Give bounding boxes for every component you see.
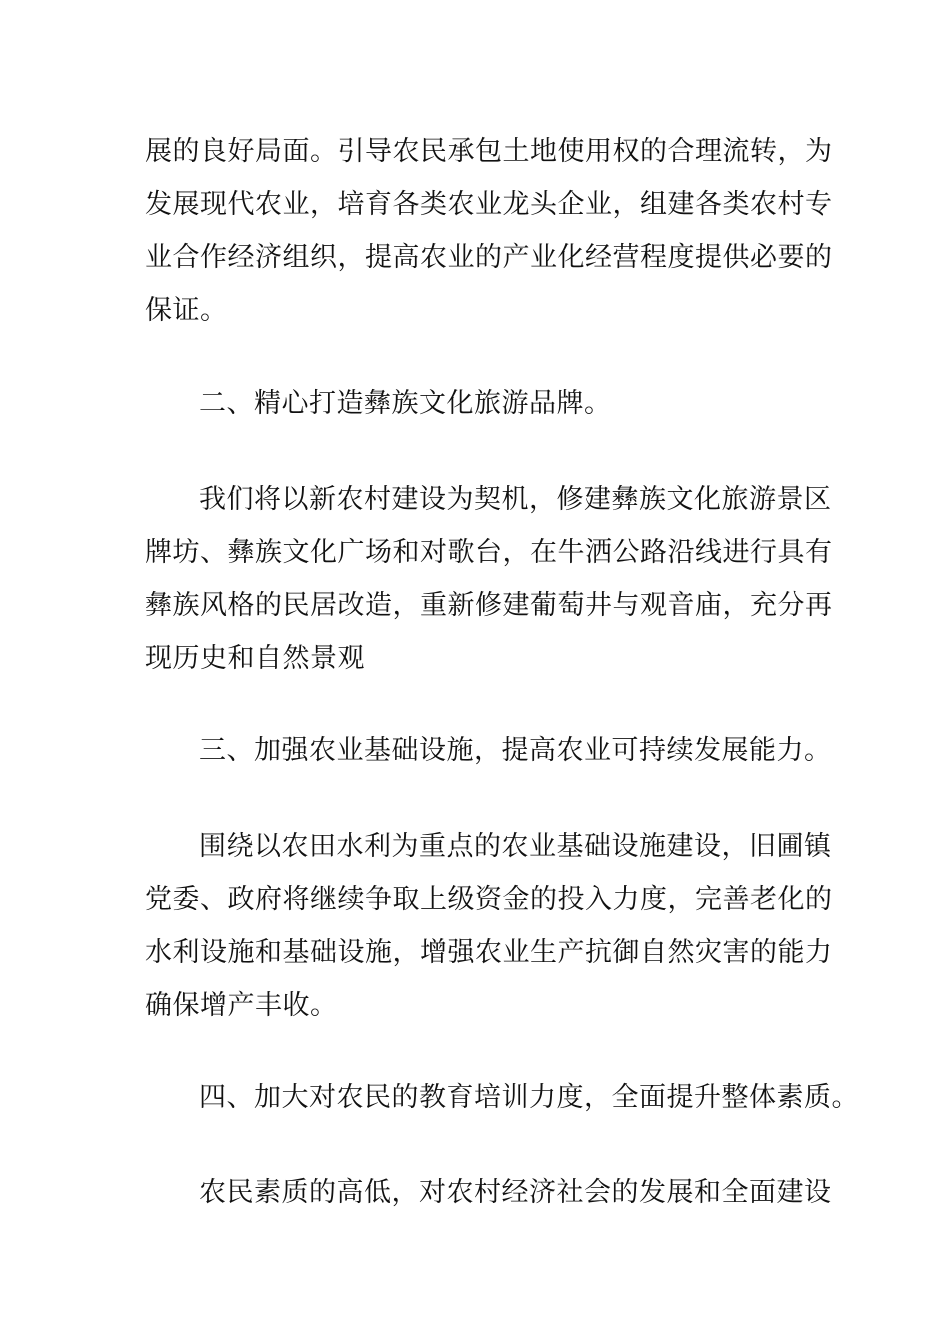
text-line: 确保增产丰收。 [145,990,338,1021]
section-heading-2 [145,377,810,430]
text-line: 水利设施和基础设施，增强农业生产抗御自然灾害的能力 [145,937,833,968]
text-line: 现历史和自然景观 [145,643,365,674]
paragraph-infrastructure [145,820,833,1032]
section-heading-3 [145,724,832,777]
paragraph-tourism [145,473,833,685]
text-line: 业合作经济组织，提高农业的产业化经营程度提供必要的 [145,242,833,273]
heading-text: 三、加强农业基础设施，提高农业可持续发展能力。 [199,735,832,766]
paragraph-continued [145,125,833,337]
paragraph-education [145,1166,832,1219]
text-line: 党委、政府将继续争取上级资金的投入力度，完善老化的 [145,884,833,915]
text-line: 彝族风格的民居改造，重新修建葡萄井与观音庙，充分再 [145,590,833,621]
text-line: 农民素质的高低，对农村经济社会的发展和全面建设 [199,1177,832,1208]
text-line: 围绕以农田水利为重点的农业基础设施建设，旧圃镇 [199,831,832,862]
text-line: 保证。 [145,295,228,326]
text-line: 牌坊、彝族文化广场和对歌台，在牛洒公路沿线进行具有 [145,537,833,568]
heading-text: 二、精心打造彝族文化旅游品牌。 [199,388,612,419]
text-line: 展的良好局面。引导农民承包土地使用权的合理流转，为 [145,136,833,167]
section-heading-4 [145,1071,859,1124]
text-line: 我们将以新农村建设为契机，修建彝族文化旅游景区 [199,484,832,515]
text-line: 发展现代农业，培育各类农业龙头企业，组建各类农村专 [145,189,833,220]
heading-text: 四、加大对农民的教育培训力度，全面提升整体素质。 [199,1082,859,1113]
